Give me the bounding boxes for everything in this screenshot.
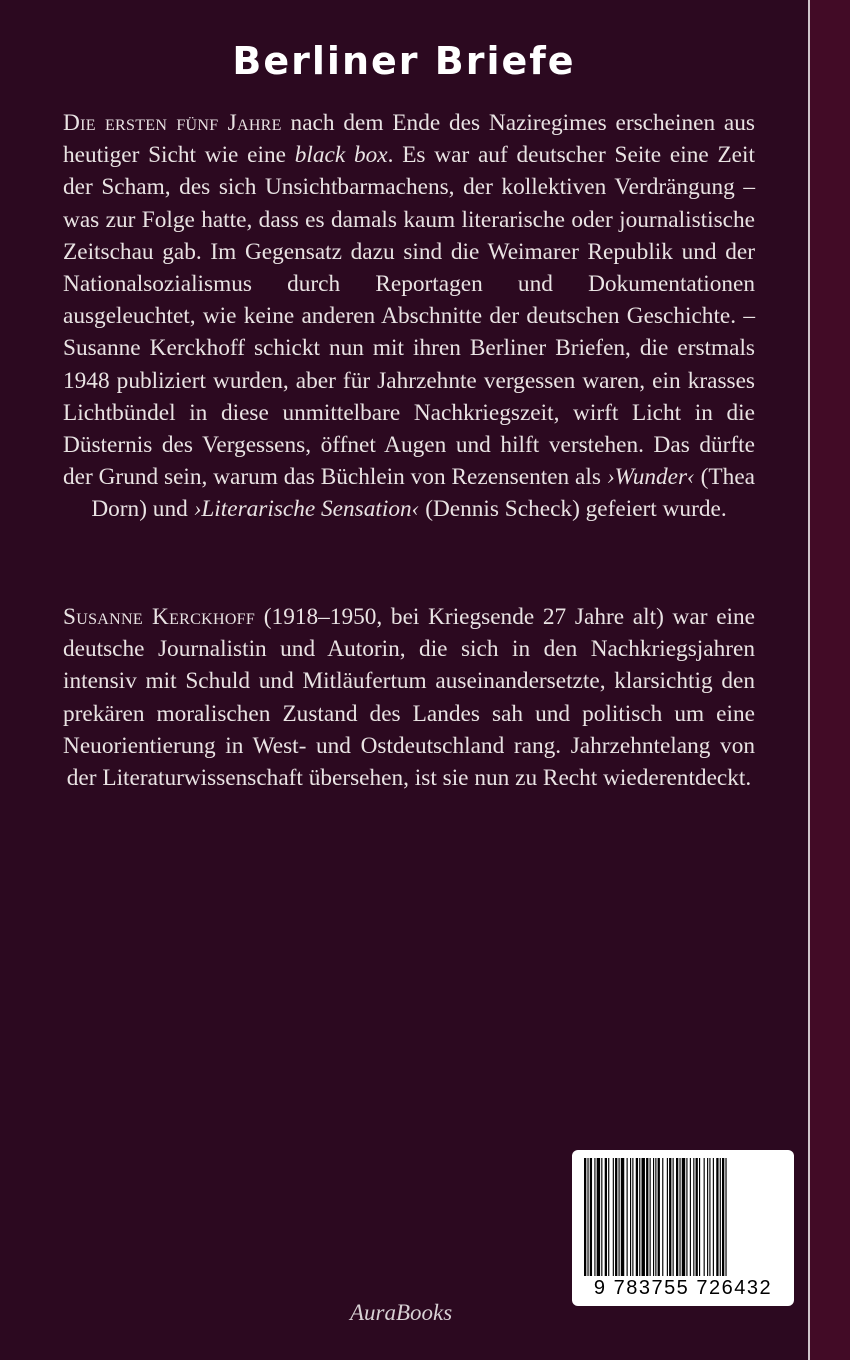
barcode-bar — [686, 1158, 687, 1276]
author-name: Susanne Kerckhoff — [63, 604, 256, 630]
barcode-bar — [650, 1158, 651, 1276]
barcode-bar — [679, 1158, 680, 1276]
author-bio-text: (1918–1950, bei Kriegsende 27 Jahre alt) war eine deutsche Journalistin und Autorin, die sich in den Nachkriegsjahren intensiv mit Schuld und Mitläufertum auseinandersetzte, klarsichtig den prekären moralischen Zustand des Landes sah und politisch um eine Neuorientierung in West- und Ostdeutschland rang. Jahrzehntelang von der Literaturwissenschaft übersehen, ist sie nun zu Recht wiederentdeckt. — [63, 604, 755, 792]
author-bio-paragraph — [63, 601, 755, 794]
barcode-bar — [704, 1158, 705, 1276]
publisher-logo: AuraBooks — [350, 1300, 453, 1325]
barcode-bar — [632, 1158, 633, 1276]
barcode-bar — [642, 1158, 645, 1276]
blurb-italic-sensation: ›Literarische Sensation‹ — [193, 496, 420, 523]
isbn-number: 9 783755 726432 — [593, 1277, 773, 1299]
book-title: Berliner Briefe — [232, 39, 576, 83]
barcode-bar — [621, 1158, 624, 1276]
barcode-bars — [580, 1158, 786, 1278]
barcode-bar — [594, 1158, 595, 1276]
barcode-bar — [627, 1158, 628, 1276]
barcode-bar — [584, 1158, 586, 1276]
book-spine — [810, 0, 850, 1360]
blurb-text-2: . Es war auf deutscher Seite eine Zeit der Scham, des sich Unsichtbarmachens, der kollektiven Verdrängung – was zur Folge hatte, dass es damals kaum literarische oder journalistische Zeitschau gab. Im Gegensatz dazu sind die Weimarer Republik und der Nationalsozialismus durch Reportagen und Dokumentationen ausgeleuchtet, wie keine anderen Abschnitte der deutschen Geschichte. – Susanne Kerckhoff schickt nun mit ihren Berliner Briefen, die erstmals 1948 publiziert wurden, aber für Jahrzehnte vergessen waren, ein krasses Lichtbündel in diese unmittelbare Nachkriegszeit, wirft Licht in die Düsternis des Vergessens, öffnet Augen und hilft verstehen. Das dürfte der Grund sein, warum das Büchlein von Rezensenten als — [63, 142, 755, 491]
isbn-barcode — [572, 1150, 794, 1306]
barcode-bar — [605, 1158, 607, 1276]
blurb-italic-black-box: black box — [294, 142, 388, 169]
barcode-bar — [667, 1158, 668, 1276]
blurb-text-3: (Thea Dorn) und — [91, 464, 755, 523]
barcode-bar — [725, 1158, 726, 1276]
blurb-italic-wunder: ›Wunder‹ — [606, 464, 695, 491]
barcode-bar — [653, 1158, 654, 1276]
barcode-bar — [590, 1158, 592, 1276]
barcode-bar — [696, 1158, 698, 1276]
barcode-bar — [707, 1158, 708, 1276]
barcode-bar — [662, 1158, 663, 1276]
barcode-bar — [669, 1158, 671, 1276]
barcode-bar — [673, 1158, 674, 1276]
barcode-bar — [636, 1158, 638, 1276]
barcode-bar — [699, 1158, 700, 1276]
barcode-bar — [646, 1158, 648, 1276]
barcode-bar — [658, 1158, 660, 1276]
barcode-bar — [716, 1158, 718, 1276]
barcode-bar — [709, 1158, 710, 1276]
barcode-bar — [630, 1158, 631, 1276]
barcode-bar — [693, 1158, 694, 1276]
barcode-bar — [722, 1158, 724, 1276]
barcode-bar — [690, 1158, 691, 1276]
barcode-bar — [676, 1158, 678, 1276]
blurb-text-4: (Dennis Scheck) gefeiert wurde. — [419, 496, 727, 523]
barcode-bar — [615, 1158, 617, 1276]
barcode-bar — [601, 1158, 602, 1276]
blurb-paragraph — [63, 107, 755, 526]
blurb-text-1: nach dem Ende des Naziregimes erscheinen aus heutiger Sicht wie eine — [63, 110, 755, 169]
barcode-bar — [639, 1158, 640, 1276]
barcode-bar — [713, 1158, 714, 1276]
barcode-bar — [619, 1158, 620, 1276]
barcode-bar — [608, 1158, 609, 1276]
barcode-bar — [682, 1158, 685, 1276]
barcode-bar — [613, 1158, 614, 1276]
blurb-lead: Die ersten fünf Jahre — [63, 110, 282, 136]
barcode-bar — [597, 1158, 600, 1276]
barcode-bar — [720, 1158, 721, 1276]
barcode-bar — [655, 1158, 656, 1276]
barcode-bar — [587, 1158, 588, 1276]
